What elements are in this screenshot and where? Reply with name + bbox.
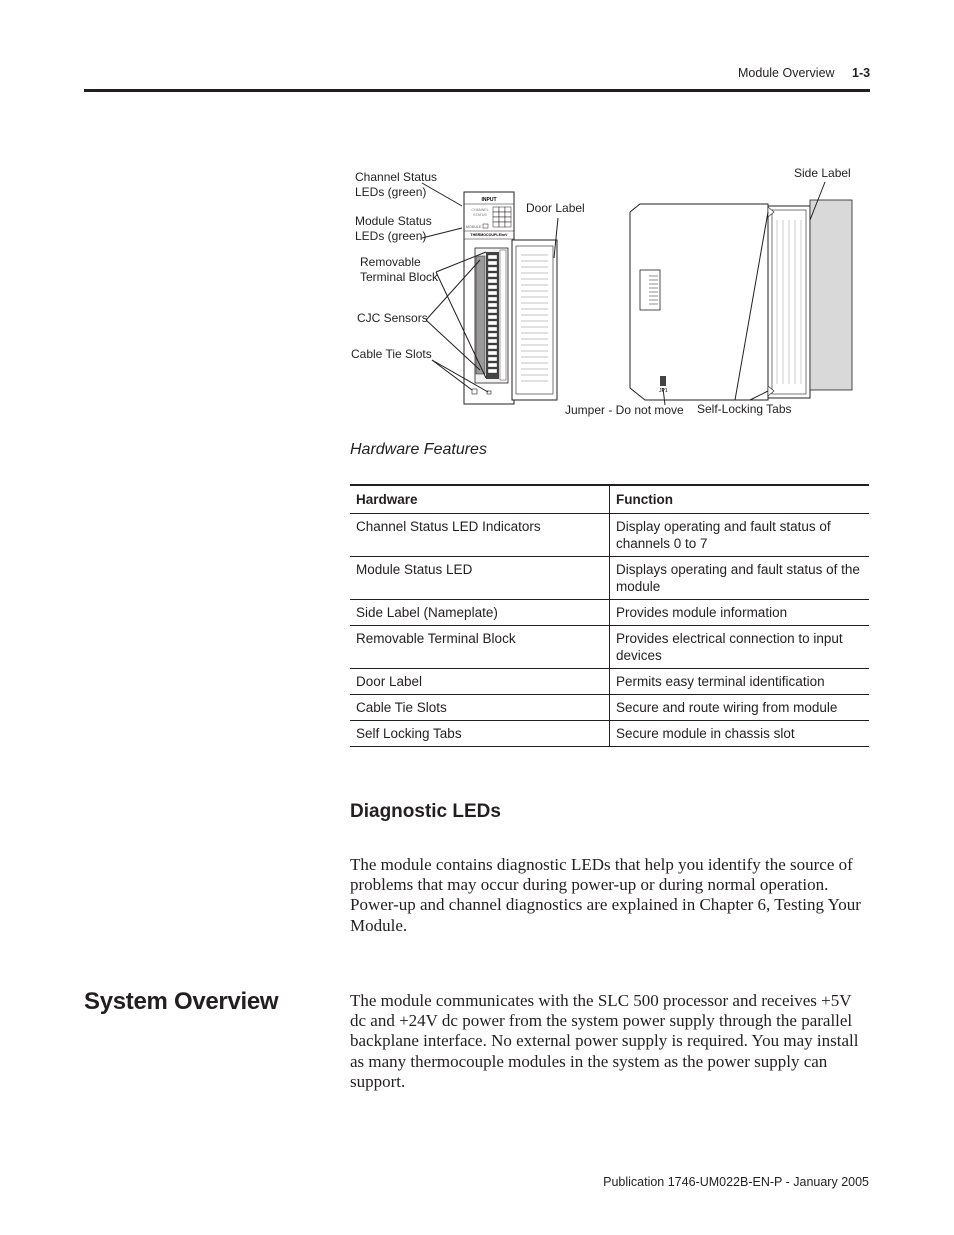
face-thermocouple-label: THERMOCOUPLE/mV (470, 233, 508, 237)
table-row (350, 695, 869, 721)
table-row (350, 557, 869, 600)
table-cell-function: Provides electrical connection to input devices (610, 626, 870, 669)
table-row (350, 600, 869, 626)
figure-caption: Hardware Features (350, 441, 487, 458)
door-label-panel (516, 246, 553, 394)
callout-removable-terminal-block: Removable Terminal Block (360, 255, 439, 284)
jumper-label: JP1 (659, 388, 668, 394)
system-overview-paragraph: The module communicates with the SLC 500 processor and receives +5V dc and +24V dc power from the system power supply through the parallel backplane interface. No external power supply is required. You may install as many thermocouple modules in the system as the power supply can support. (350, 991, 859, 1091)
column-header-hardware: Hardware (350, 485, 610, 514)
callout-side-label: Side Label (794, 166, 851, 180)
callout-cjc-sensors: CJC Sensors (357, 311, 428, 325)
hardware-features-table (350, 484, 869, 747)
hardware-figure (340, 160, 870, 430)
table-cell-hardware: Module Status LED (350, 557, 610, 600)
column-header-function: Function (610, 485, 870, 514)
callout-module-status: Module Status LEDs (green) (355, 214, 432, 243)
cable-tie-slot (472, 389, 477, 394)
table-row (350, 514, 869, 557)
table-row (350, 626, 869, 669)
face-module-label: MODULE (466, 225, 482, 229)
callout-channel-status: Channel Status LEDs (green) (355, 170, 438, 199)
table-cell-hardware: Door Label (350, 669, 610, 695)
callout-cable-tie-slots: Cable Tie Slots (351, 347, 432, 361)
table-row (350, 669, 869, 695)
table-cell-function: Provides module information (610, 600, 870, 626)
publication-footer: Publication 1746-UM022B-EN-P - January 2005 (603, 1175, 869, 1189)
callout-self-locking-tabs: Self-Locking Tabs (697, 402, 792, 416)
system-overview-heading: System Overview (84, 988, 279, 1015)
table-cell-hardware: Channel Status LED Indicators (350, 514, 610, 557)
jumper-jp1 (660, 376, 666, 386)
face-status-label: STATUS (473, 213, 487, 217)
callout-door-label: Door Label (526, 201, 585, 215)
module-status-led (483, 224, 488, 228)
callout-jumper: Jumper - Do not move (565, 403, 684, 417)
table-row (350, 721, 869, 747)
table-cell-function: Display operating and fault status of channels 0 to 7 (610, 514, 870, 557)
table-cell-hardware: Side Label (Nameplate) (350, 600, 610, 626)
page-number: 1-3 (852, 66, 871, 80)
running-header-section: Module Overview (738, 66, 835, 80)
diagnostic-leds-paragraph: The module contains diagnostic LEDs that help you identify the source of problems that may occur during power-up or during normal operation. Power-up and channel diagnostics are explained in Chapter 6, Testing Your Module. (350, 855, 861, 935)
table-cell-hardware: Cable Tie Slots (350, 695, 610, 721)
table-cell-function: Displays operating and fault status of the module (610, 557, 870, 600)
table-cell-function: Permits easy terminal identification (610, 669, 870, 695)
module-illustration (340, 160, 870, 430)
table-cell-function: Secure module in chassis slot (610, 721, 870, 747)
table-cell-hardware: Self Locking Tabs (350, 721, 610, 747)
face-channel-label: CHANNEL (471, 208, 489, 212)
table-cell-function: Secure and route wiring from module (610, 695, 870, 721)
header-rule (84, 89, 870, 92)
module-housing (810, 200, 852, 390)
diagnostic-leds-heading: Diagnostic LEDs (350, 801, 501, 822)
table-cell-hardware: Removable Terminal Block (350, 626, 610, 669)
table-header-row (350, 485, 869, 514)
face-input-label: INPUT (481, 197, 497, 203)
